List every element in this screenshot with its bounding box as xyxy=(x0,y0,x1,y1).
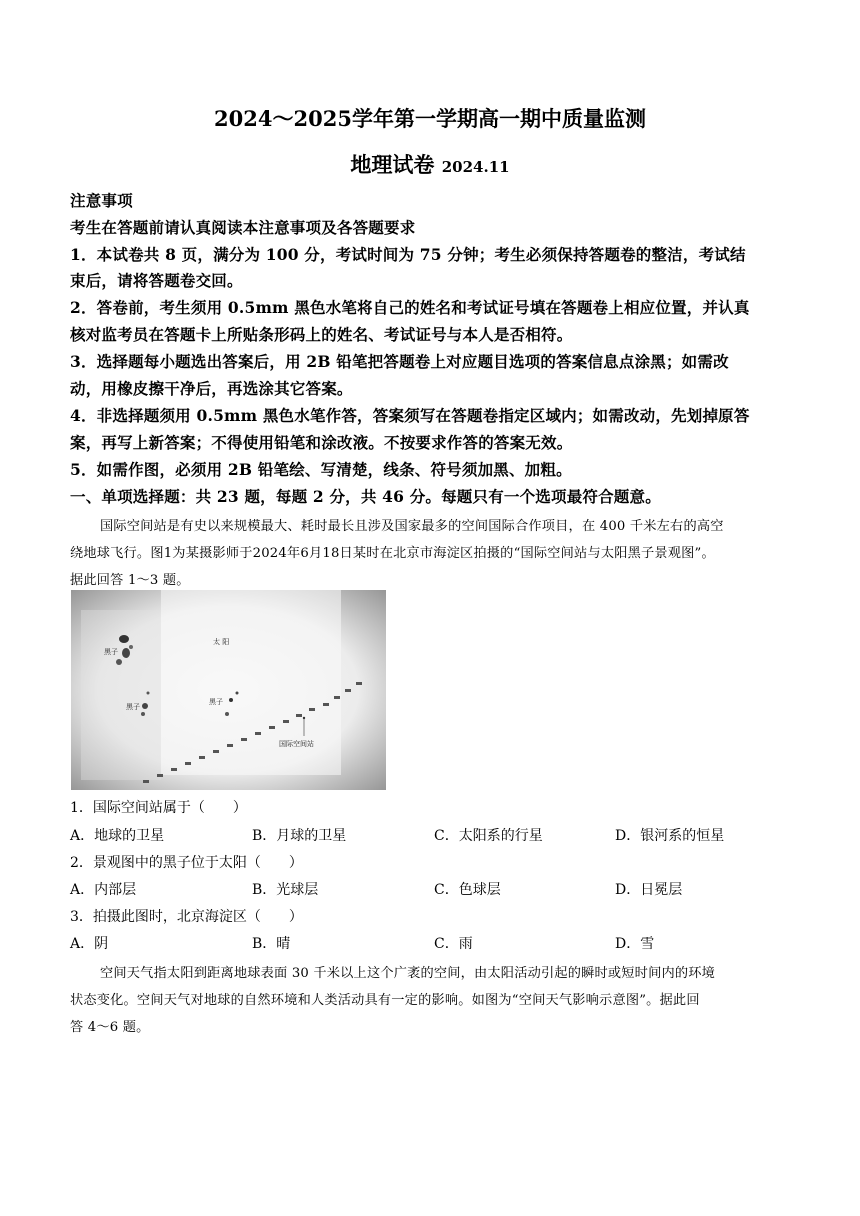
question-option: D．雪 xyxy=(615,936,655,952)
question-option: B．月球的卫星 xyxy=(252,828,347,844)
notice-line: 动，用橡皮擦干净后，再选涂其它答案。 xyxy=(70,379,353,398)
passage-line: 状态变化。空间天气对地球的自然环境和人类活动具有一定的影响。如图为“空间天气影响示意图”。据此回 xyxy=(70,993,700,1008)
label-sun: 太 阳 xyxy=(213,638,230,646)
label-iss: 国际空间站 xyxy=(279,740,314,748)
notice-line: 2．答卷前，考生须用 0.5mm 黑色水笔将自己的姓名和考试证号填在答题卷上相应位置，并认真 xyxy=(70,298,750,317)
passage-line: 国际空间站是有史以来规模最大、耗时最长且涉及国家最多的空间国际合作项目，在 400 千米左右的高空 xyxy=(100,519,724,534)
section-heading: 一、单项选择题：共 23 题，每题 2 分，共 46 分。每题只有一个选项最符合题意。 xyxy=(70,487,661,506)
passage-line: 绕地球飞行。图1为某摄影师于2024年6月18日某时在北京市海淀区拍摄的“国际空间站与太阳黑子景观图”。 xyxy=(70,546,715,561)
notice-intro: 考生在答题前请认真阅读本注意事项及各答题要求 xyxy=(70,218,416,237)
question-option: B．晴 xyxy=(252,936,291,952)
notice-heading: 注意事项 xyxy=(70,191,133,210)
label-sunspot: 黑子 xyxy=(209,698,223,706)
question-option: A．内部层 xyxy=(70,882,137,898)
question-option: C．太阳系的行星 xyxy=(434,828,543,844)
notice-line: 核对监考员在答题卡上所贴条形码上的姓名、考试证号与本人是否相符。 xyxy=(70,325,573,344)
notice-line: 4．非选择题须用 0.5mm 黑色水笔作答，答案须写在答题卷指定区域内；如需改动，先划掉原答 xyxy=(70,406,750,425)
passage-line: 空间天气指太阳到距离地球表面 30 千米以上这个广袤的空间，由太阳活动引起的瞬时或短时间内的环境 xyxy=(100,966,716,981)
notice-line: 束后，请将答题卷交回。 xyxy=(70,271,243,290)
notice-line: 1．本试卷共 8 页，满分为 100 分，考试时间为 75 分钟；考生必须保持答题卷的整洁，考试结 xyxy=(70,245,746,264)
exam-title: 2024～2025学年第一学期高一期中质量监测 xyxy=(214,106,646,131)
notice-line: 3．选择题每小题选出答案后，用 2B 铅笔把答题卷上对应题目选项的答案信息点涂黑；如需改 xyxy=(70,352,729,371)
question-stem: 2．景观图中的黑子位于太阳（ ） xyxy=(70,855,303,871)
exam-date: 2024.11 xyxy=(441,158,510,176)
question-option: A．地球的卫星 xyxy=(70,828,165,844)
question-option: C．色球层 xyxy=(434,882,501,898)
exam-subtitle xyxy=(0,149,860,179)
notice-line: 5．如需作图，必须用 2B 铅笔绘、写清楚，线条、符号须加黑、加粗。 xyxy=(70,460,572,479)
notice-line: 案，再写上新答案；不得使用铅笔和涂改液。不按要求作答的答案无效。 xyxy=(70,433,573,452)
question-option: D．日冕层 xyxy=(615,882,683,898)
label-sunspot: 黑子 xyxy=(104,648,118,656)
passage-line: 据此回答 1～3 题。 xyxy=(70,573,190,588)
question-option: B．光球层 xyxy=(252,882,319,898)
subject-title: 地理试卷 xyxy=(350,152,435,177)
iss-sunspot-photo xyxy=(71,590,386,790)
question-stem: 1．国际空间站属于（ ） xyxy=(70,800,247,816)
question-stem: 3．拍摄此图时，北京海淀区（ ） xyxy=(70,909,303,925)
question-option: D．银河系的恒星 xyxy=(615,828,725,844)
question-option: C．雨 xyxy=(434,936,473,952)
passage-line: 答 4～6 题。 xyxy=(70,1020,150,1035)
label-sunspot: 黑子 xyxy=(126,703,140,711)
question-option: A．阴 xyxy=(70,936,109,952)
